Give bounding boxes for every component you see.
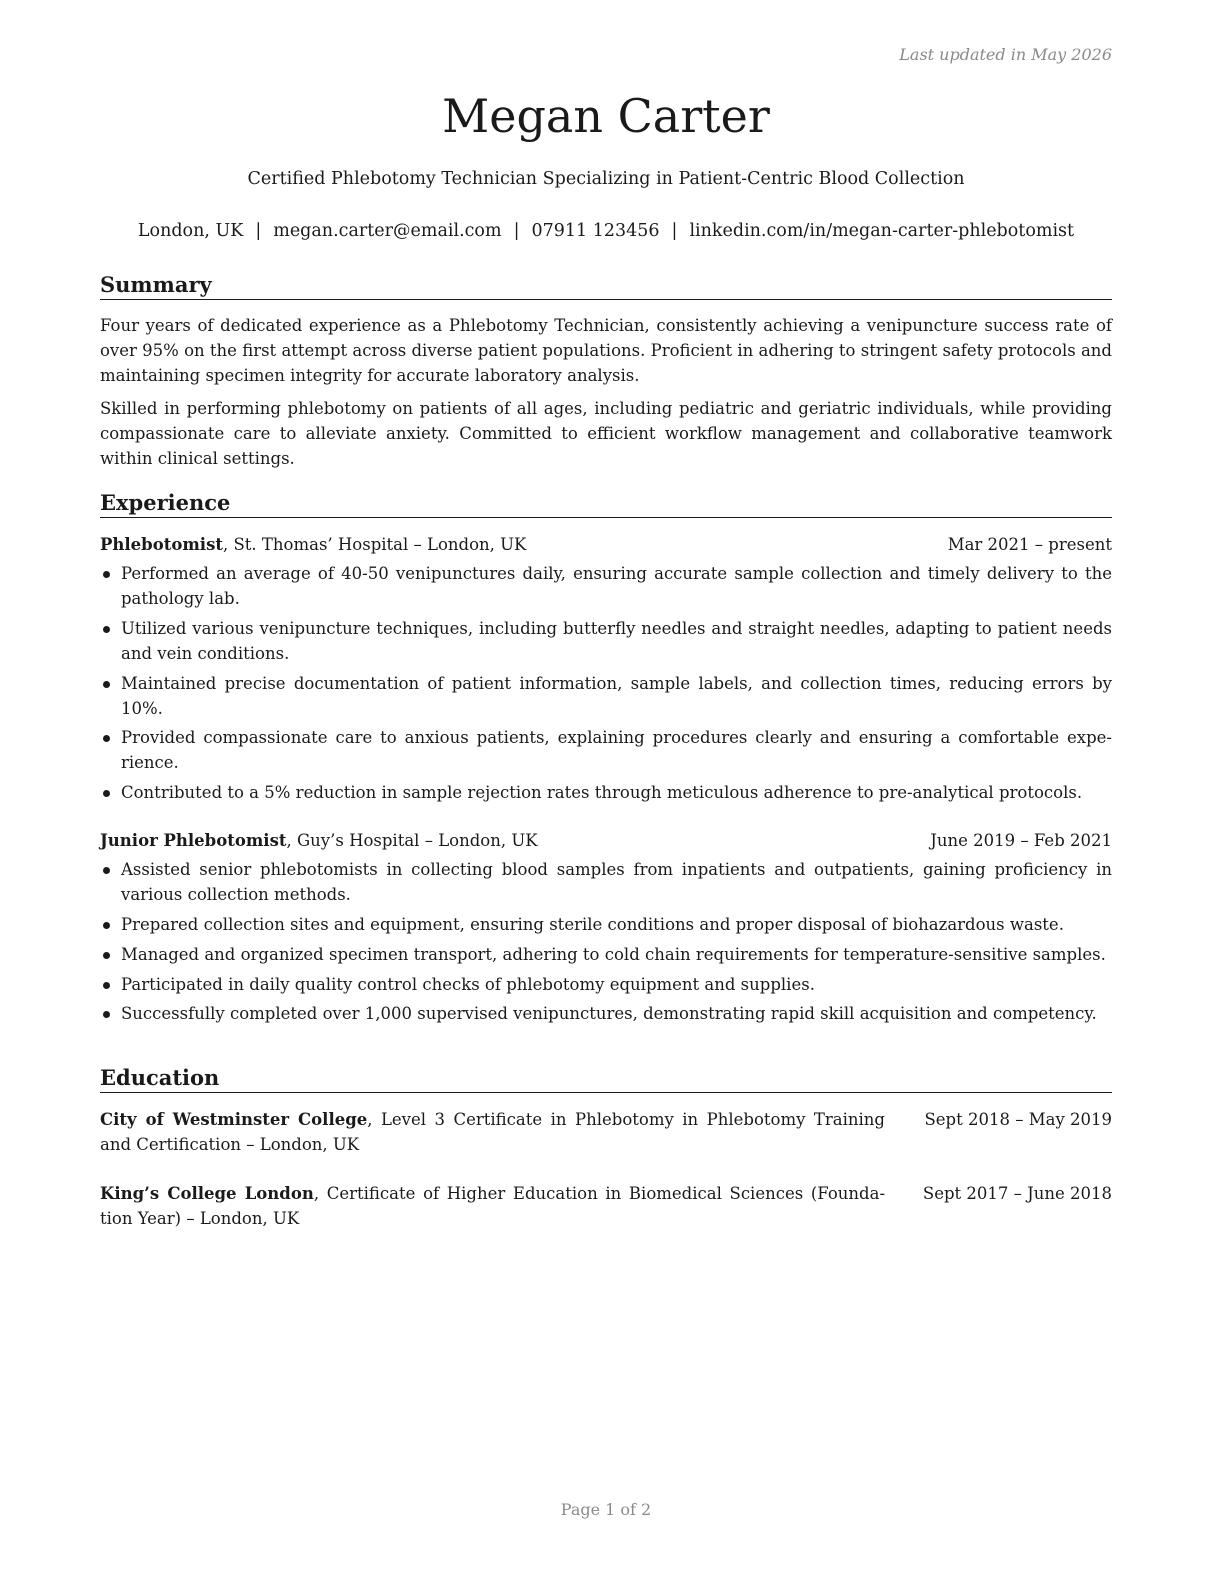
job-dates: Mar 2021 – present	[947, 535, 1112, 554]
contact-separator: |	[671, 221, 678, 241]
bullet-text: Performed an average of 40-50 venipunctures daily, ensuring accurate sample collection and timely delivery to the pathology lab.	[121, 564, 1112, 608]
education-details: , Certificate of Higher Education in Biomedical Sciences (Foundation Year) – London, UK	[100, 1184, 886, 1228]
bullet-dot-icon	[103, 867, 110, 874]
job-entry	[100, 532, 1112, 805]
bullet-text: Managed and organized specimen transport, adhering to cold chain requirements for temperature-sensitive samples.	[121, 944, 1106, 964]
bullet-dot-icon	[103, 571, 110, 578]
job-title-line	[100, 828, 538, 853]
contact-phone: 07911 123456	[531, 221, 660, 241]
bullet-text: Provided compassionate care to anxious patients, explaining procedures clearly and ensuring a comfortable experience.	[121, 728, 1112, 773]
contact-linkedin[interactable]: linkedin.com/in/megan-carter-phlebotomist	[689, 221, 1075, 241]
bullet-text: Successfully completed over 1,000 supervised venipunctures, demonstrating rapid skill acquisition and competency.	[121, 1004, 1097, 1024]
resume-page	[100, 0, 1112, 1584]
bullet-dot-icon	[103, 922, 110, 929]
education-dates: Sept 2018 – May 2019	[924, 1110, 1112, 1129]
contact-separator: |	[255, 221, 262, 241]
job-bullet	[100, 616, 1112, 666]
job-entry	[100, 828, 1112, 1026]
summary-paragraph: Skilled in performing phlebotomy on patients of all ages, including pediatric and geriatric individuals, while providing compassionate care to alleviate anxiety. Committed to efficient workflow management and collaborative teamwork within clinical settings.	[100, 399, 1112, 468]
job-bullet	[100, 912, 1112, 937]
contact-location: London, UK	[137, 221, 244, 241]
job-bullet	[100, 780, 1112, 805]
job-dates: June 2019 – Feb 2021	[930, 831, 1112, 851]
job-title-line	[100, 532, 526, 557]
last-updated-note: Last updated in May 2026	[899, 45, 1112, 64]
bullet-dot-icon	[103, 681, 110, 688]
job-bullet	[100, 561, 1112, 611]
job-header	[100, 532, 1112, 557]
education-section	[100, 1064, 1112, 1231]
bullet-dot-icon	[103, 952, 110, 959]
summary-section	[100, 271, 1112, 471]
experience-section	[100, 489, 1112, 1031]
job-bullet	[100, 857, 1112, 907]
education-entry	[100, 1181, 1112, 1231]
contact-line	[100, 219, 1112, 243]
job-bullet	[100, 1001, 1112, 1026]
job-role: Junior Phlebotomist	[100, 831, 287, 851]
bullet-text: Utilized various venipuncture techniques, including butterfly needles and straight needles, adapting to patient needs and vein conditions.	[121, 618, 1112, 663]
bullet-dot-icon	[103, 790, 110, 797]
job-employer: , Guy’s Hospital – London, UK	[286, 831, 538, 851]
bullet-dot-icon	[103, 735, 110, 742]
candidate-name: Megan Carter	[442, 89, 770, 143]
page-number: Page 1 of 2	[560, 1500, 652, 1519]
section-title-education: Education	[100, 1064, 1112, 1093]
education-entry	[100, 1107, 1112, 1157]
bullet-dot-icon	[103, 982, 110, 989]
bullet-text: Prepared collection sites and equipment, ensuring sterile conditions and proper disposal of biohazardous waste.	[121, 914, 1064, 934]
contact-separator: |	[513, 221, 520, 241]
job-bullets	[100, 561, 1112, 805]
job-employer: , St. Thomas’ Hospital – London, UK	[222, 535, 527, 554]
education-institution: King’s College London	[100, 1184, 314, 1203]
contact-email[interactable]: megan.carter@email.com	[273, 221, 502, 241]
bullet-dot-icon	[103, 1011, 110, 1018]
candidate-headline: Certified Phlebotomy Technician Specializing in Patient-Centric Blood Collection	[247, 169, 965, 189]
job-bullet	[100, 725, 1112, 775]
education-description	[100, 1181, 885, 1231]
education-details: , Level 3 Certificate in Phlebotomy in Phlebotomy Training and Certification – London, UK	[100, 1110, 885, 1154]
job-bullet	[100, 671, 1112, 721]
job-header	[100, 828, 1112, 853]
bullet-dot-icon	[103, 626, 110, 633]
education-dates: Sept 2017 – June 2018	[922, 1184, 1112, 1203]
section-title-summary: Summary	[100, 271, 1112, 300]
job-bullet	[100, 972, 1112, 997]
education-description	[100, 1107, 885, 1157]
job-role: Phlebotomist	[100, 535, 223, 554]
bullet-text: Maintained precise documentation of patient information, sample labels, and collection times, reducing errors by 10%.	[121, 673, 1112, 718]
bullet-text: Contributed to a 5% reduction in sample rejection rates through meticulous adherence to pre-analytical protocols.	[121, 783, 1083, 803]
bullet-text: Participated in daily quality control checks of phlebotomy equipment and supplies.	[121, 974, 815, 994]
section-title-experience: Experience	[100, 489, 1112, 518]
job-bullets	[100, 857, 1112, 1026]
job-bullet	[100, 942, 1112, 967]
education-institution: City of Westminster College	[100, 1110, 368, 1129]
summary-paragraph: Four years of dedicated experience as a Phlebotomy Technician, consistently achieving a venipuncture success rate of over 95% on the first attempt across diverse patient populations. Proficient in adhering to stringent safety protocols and maintaining specimen integrity for accurate laboratory analysis.	[100, 316, 1112, 385]
bullet-text: Assisted senior phlebotomists in collecting blood samples from inpatients and outpatients, gaining proficiency in various collection methods.	[121, 860, 1112, 905]
